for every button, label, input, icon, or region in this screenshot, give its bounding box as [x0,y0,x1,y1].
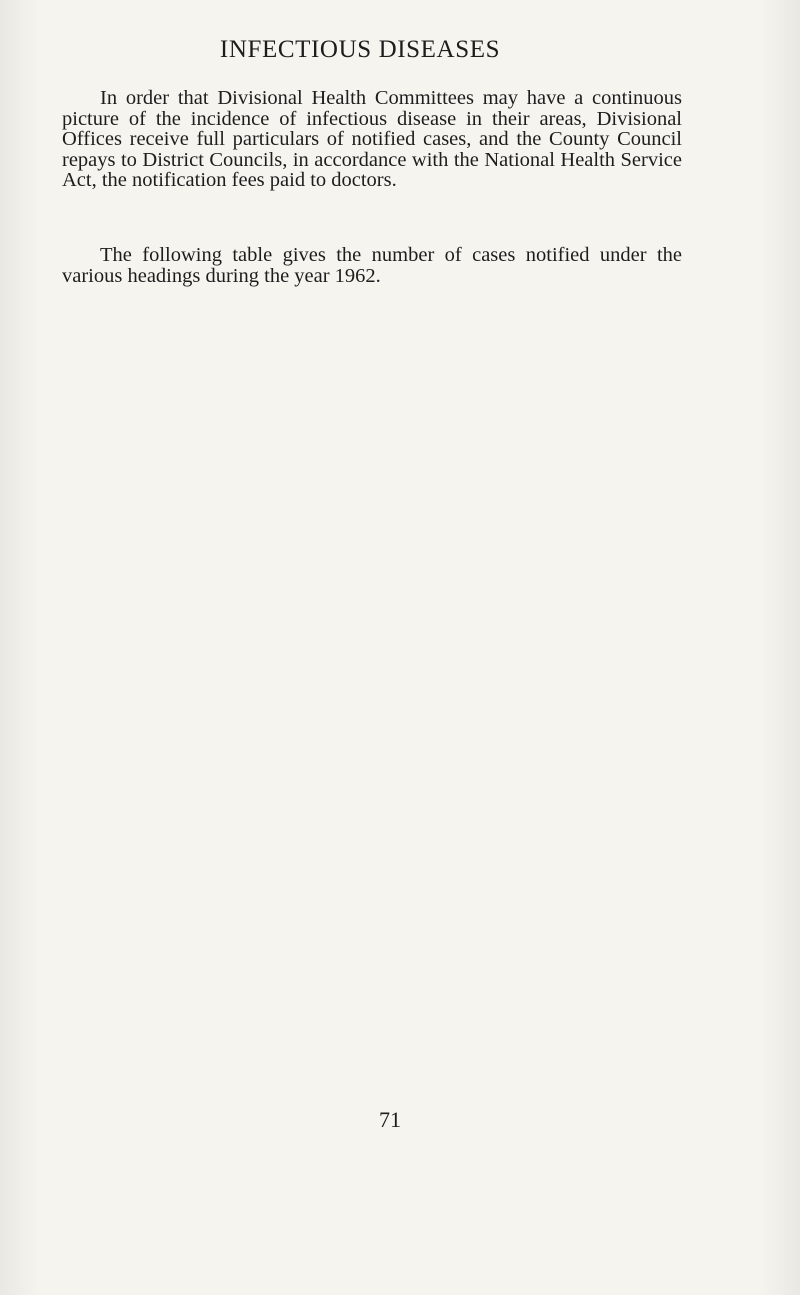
paragraph-notification: In order that Divisional Health Committees may have a continuous picture of the incidence of infectious disease in their areas, Divisional Offices receive full particulars of notified cases, and the County Council repays to District Councils, in accordance with the National Health Service Act, the notification fees paid to doctors. [62,87,682,191]
page-number: 71 [379,1107,401,1132]
page-title: INFECTIOUS DISEASES [219,36,501,63]
paragraph-table-intro: The following table gives the number of cases notified under the various headings during the year 1962. [62,244,682,287]
